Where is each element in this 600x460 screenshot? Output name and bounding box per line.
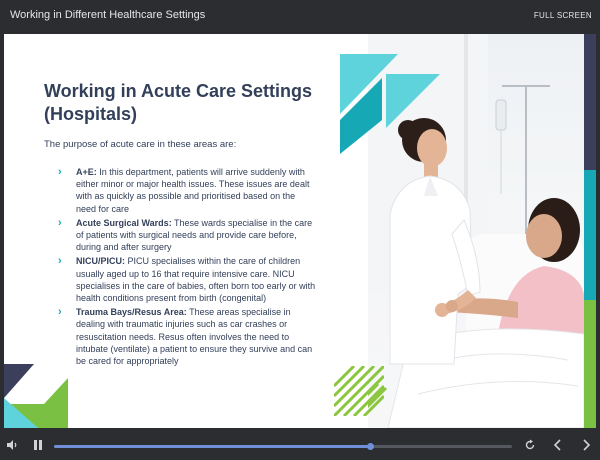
- chevron-right-icon: ›: [58, 166, 62, 178]
- bullet-text: These areas specialise in dealing with traumatic injuries such as car crashes or resuscitation needs. Resus often involves the need to intubate (ventilate) a patient to ensure they survive and can be cared for appropriately: [76, 307, 313, 367]
- progress-handle[interactable]: [367, 443, 374, 450]
- list-item: [58, 306, 316, 367]
- list-item: [58, 166, 316, 215]
- color-strip: [584, 34, 596, 428]
- course-title: Working in Different Healthcare Settings: [10, 9, 206, 21]
- progress-fill: [54, 445, 370, 448]
- color-strip-navy: [584, 34, 596, 170]
- bullet-text: PICU specialises within the care of children usually aged up to 16 that require intensive care. NICU specialises in the care of babies, often born too early or with health conditions present from birth (congenital): [76, 256, 316, 304]
- progress-bar[interactable]: [54, 445, 512, 448]
- bullet-term: NICU/PICU:: [76, 256, 125, 267]
- pause-icon[interactable]: [32, 439, 44, 451]
- chevron-left-icon[interactable]: [552, 439, 564, 451]
- list-item: [58, 255, 316, 304]
- decorative-corner-shapes: [4, 364, 74, 428]
- replay-icon[interactable]: [524, 439, 536, 451]
- color-strip-teal: [584, 170, 596, 300]
- volume-icon[interactable]: [6, 439, 18, 451]
- title-bar: [0, 0, 600, 32]
- chevron-right-icon: ›: [58, 216, 62, 229]
- list-item: [58, 217, 316, 254]
- bullet-term: A+E:: [76, 167, 97, 177]
- chevron-right-icon: ›: [58, 255, 62, 268]
- bullet-list: [58, 166, 316, 369]
- fullscreen-button[interactable]: FULL SCREEN: [533, 11, 592, 20]
- chevron-right-icon: ›: [58, 306, 62, 319]
- bullet-text: In this department, patients will arrive suddenly with either minor or major health issues. These issues are dealt with as quickly as possible and prioritised based on the need for care: [76, 167, 310, 214]
- decorative-stripes: [334, 366, 384, 416]
- color-strip-green: [584, 300, 596, 428]
- bullet-text: These wards specialise in the care of patients with surgical needs and provide care before, during and after surgery: [76, 217, 313, 253]
- slide-intro: The purpose of acute care in these areas are:: [44, 139, 237, 150]
- slide-heading: Working in Acute Care Settings (Hospitals): [44, 81, 313, 124]
- player-controls: [0, 430, 600, 460]
- bullet-term: Trauma Bays/Resus Area:: [76, 307, 187, 318]
- decorative-teal-shapes: [336, 54, 440, 154]
- bullet-term: Acute Surgical Wards:: [76, 217, 172, 228]
- slide-canvas: [4, 34, 596, 428]
- chevron-right-icon[interactable]: [580, 439, 592, 451]
